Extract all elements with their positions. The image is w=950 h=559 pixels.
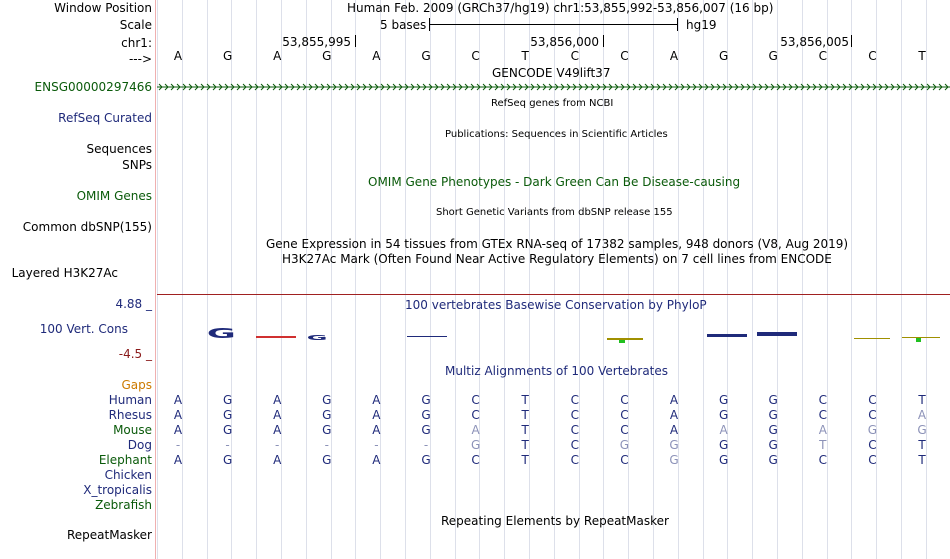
mouse-base: C — [570, 423, 579, 437]
ref-base: G — [222, 49, 233, 63]
logo-mark-8 — [607, 338, 643, 340]
ref-base: C — [620, 49, 629, 63]
phylop-max-label: 4.88 _ — [115, 297, 152, 311]
dog-base: C — [868, 438, 877, 452]
mouse-base: G — [421, 423, 431, 437]
logo-letter-g1: G — [206, 325, 236, 342]
ref-base: C — [570, 49, 579, 63]
mouse-base: A — [372, 423, 381, 437]
track-label-gaps[interactable]: Gaps — [121, 378, 152, 392]
ref-base: C — [818, 49, 827, 63]
human-base: G — [222, 393, 233, 407]
elephant-base: G — [222, 453, 233, 467]
rhesus-base: C — [570, 408, 579, 422]
human-base: C — [570, 393, 579, 407]
rhesus-base: G — [421, 408, 431, 422]
ref-base: G — [718, 49, 729, 63]
dog-base: G — [619, 438, 630, 452]
logo-letter-g2: G — [306, 333, 328, 342]
mouse-base: A — [273, 423, 282, 437]
strand-arrow-label: ---> — [128, 52, 152, 66]
species-label-rhesus[interactable]: Rhesus — [108, 408, 152, 422]
gtex-track-title: Gene Expression in 54 tissues from GTEx RNA-seq of 17382 samples, 948 donors (V8, Aug 2019) — [266, 237, 849, 251]
logo-mark-12 — [707, 334, 747, 337]
elephant-base: G — [718, 453, 729, 467]
species-label-chicken[interactable]: Chicken — [104, 468, 152, 482]
rhesus-base: G — [322, 408, 332, 422]
ruler-tick-2 — [603, 35, 604, 47]
dog-base: - — [423, 438, 429, 452]
track-separator-line — [157, 294, 950, 295]
human-base: T — [918, 393, 926, 407]
ruler-tick-3 — [851, 35, 852, 47]
dog-base: T — [918, 438, 926, 452]
human-base: A — [669, 393, 679, 407]
elephant-base: G — [322, 453, 332, 467]
elephant-base: T — [521, 453, 529, 467]
elephant-base: G — [421, 453, 431, 467]
ref-base: A — [372, 49, 381, 63]
dog-base: T — [819, 438, 827, 452]
dog-base: G — [718, 438, 729, 452]
human-base: G — [322, 393, 332, 407]
genome-browser-image[interactable] — [157, 0, 950, 559]
track-label-h3k27ac[interactable]: Layered H3K27Ac — [11, 266, 118, 280]
human-base: G — [768, 393, 778, 407]
mouse-base: G — [867, 423, 878, 437]
scale-label: Scale — [119, 18, 152, 32]
species-label-elephant[interactable]: Elephant — [98, 453, 152, 467]
ruler-number-1: 53,855,995 — [282, 35, 351, 49]
ref-base: C — [471, 49, 480, 63]
refseq-track-title: RefSeq genes from NCBI — [491, 98, 614, 109]
species-label-dog[interactable]: Dog — [127, 438, 152, 452]
track-label-omim[interactable]: OMIM Genes — [76, 189, 152, 203]
mouse-base: G — [222, 423, 233, 437]
track-labels-panel — [0, 0, 155, 559]
label-panel-divider — [155, 0, 156, 559]
rhesus-base: A — [372, 408, 381, 422]
logo-mark-16 — [902, 337, 940, 338]
track-label-cons[interactable]: 100 Vert. Cons — [39, 322, 128, 336]
omim-track-title: OMIM Gene Phenotypes - Dark Green Can Be Disease-causing — [368, 175, 741, 189]
human-base: C — [620, 393, 629, 407]
logo-mark-4 — [407, 336, 447, 337]
track-label-snps[interactable]: SNPs — [122, 158, 152, 172]
mouse-base: G — [322, 423, 332, 437]
mouse-base: C — [620, 423, 629, 437]
track-label-gencode-gene[interactable]: ENSG00000297466 — [34, 80, 152, 94]
human-base: A — [372, 393, 381, 407]
mouse-base: A — [719, 423, 728, 437]
human-base: C — [818, 393, 827, 407]
mouse-base: A — [818, 423, 827, 437]
elephant-base: C — [868, 453, 877, 467]
species-label-zebrafish[interactable]: Zebrafish — [95, 498, 152, 512]
human-base: T — [521, 393, 529, 407]
ref-base: T — [521, 49, 529, 63]
assembly-position-info: Human Feb. 2009 (GRCh37/hg19) chr1:53,855,992-53,856,007 (16 bp) — [347, 1, 774, 15]
track-label-dbsnp[interactable]: Common dbSNP(155) — [22, 220, 152, 234]
human-base: A — [273, 393, 282, 407]
conservation-logo — [157, 318, 950, 348]
scale-text: 5 bases — [380, 18, 427, 32]
dbsnp-track-title: Short Genetic Variants from dbSNP release 155 — [436, 207, 673, 218]
logo-mark-16b — [916, 338, 921, 342]
ref-base: A — [669, 49, 679, 63]
scale-bar — [429, 24, 677, 25]
ref-base: A — [273, 49, 282, 63]
logo-mark-8b — [619, 340, 625, 343]
ref-base: T — [918, 49, 926, 63]
rhesus-base: G — [222, 408, 233, 422]
mouse-base: A — [669, 423, 679, 437]
scale-bar-right-cap — [677, 18, 678, 31]
dog-base: T — [521, 438, 529, 452]
human-base: G — [421, 393, 431, 407]
elephant-base: G — [768, 453, 778, 467]
mouse-base: G — [917, 423, 927, 437]
elephant-base: G — [669, 453, 679, 467]
logo-mark-15 — [854, 338, 890, 339]
mouse-base: A — [471, 423, 480, 437]
elephant-base: T — [918, 453, 926, 467]
multiz-track-title: Multiz Alignments of 100 Vertebrates — [445, 364, 669, 378]
rhesus-base: A — [273, 408, 282, 422]
track-label-sequences[interactable]: Sequences — [86, 142, 152, 156]
ref-base: G — [322, 49, 332, 63]
window-position-label: Window Position — [54, 1, 152, 15]
dog-base: - — [324, 438, 329, 452]
ruler-number-2: 53,856,000 — [530, 35, 599, 49]
dog-base: - — [374, 438, 379, 452]
ref-base: A — [173, 49, 183, 63]
ruler-number-3: 53,856,005 — [780, 35, 849, 49]
elephant-base: C — [471, 453, 480, 467]
elephant-base: A — [173, 453, 183, 467]
ref-base: G — [768, 49, 778, 63]
ref-base: C — [868, 49, 877, 63]
scale-db: hg19 — [686, 18, 717, 32]
mouse-base: A — [173, 423, 183, 437]
dog-base: G — [768, 438, 778, 452]
rhesus-base: A — [173, 408, 183, 422]
dog-base: - — [275, 438, 280, 452]
elephant-base: C — [570, 453, 579, 467]
publications-track-title: Publications: Sequences in Scientific Articles — [445, 129, 668, 140]
gencode-track-title: GENCODE V49lift37 — [492, 66, 611, 80]
rhesus-base: G — [718, 408, 729, 422]
rhesus-base: C — [620, 408, 629, 422]
chr-label: chr1: — [121, 36, 152, 50]
dog-base: - — [175, 438, 181, 452]
human-base: C — [471, 393, 480, 407]
gencode-gene-feature[interactable] — [157, 81, 950, 93]
species-label-mouse[interactable]: Mouse — [113, 423, 152, 437]
phylop-track-title: 100 vertebrates Basewise Conservation by PhyloP — [405, 298, 707, 312]
dog-base: - — [225, 438, 230, 452]
elephant-base: C — [620, 453, 629, 467]
ref-base: G — [421, 49, 431, 63]
rhesus-base: C — [818, 408, 827, 422]
scale-bar-left-cap — [429, 18, 430, 31]
ruler-tick-1 — [355, 35, 356, 47]
human-base: G — [718, 393, 729, 407]
logo-mark-13 — [757, 332, 797, 336]
human-base: A — [173, 393, 183, 407]
track-label-refseq[interactable]: RefSeq Curated — [58, 111, 152, 125]
repeatmasker-track-title: Repeating Elements by RepeatMasker — [441, 514, 669, 528]
rhesus-base: A — [917, 408, 927, 422]
rhesus-base: C — [868, 408, 877, 422]
phylop-min-label: -4.5 _ — [118, 347, 152, 361]
species-label-human[interactable]: Human — [108, 393, 152, 407]
dog-base: C — [570, 438, 579, 452]
track-label-repeatmasker[interactable]: RepeatMasker — [66, 528, 152, 542]
human-base: C — [868, 393, 877, 407]
dog-base: G — [669, 438, 679, 452]
dog-base: G — [470, 438, 481, 452]
logo-mark-2 — [256, 336, 296, 338]
rhesus-base: G — [768, 408, 778, 422]
rhesus-base: A — [669, 408, 679, 422]
species-label-xtropicalis[interactable]: X_tropicalis — [83, 483, 152, 497]
h3k27ac-track-title: H3K27Ac Mark (Often Found Near Active Regulatory Elements) on 7 cell lines from ENCODE — [282, 252, 832, 266]
rhesus-base: T — [521, 408, 529, 422]
rhesus-base: C — [471, 408, 480, 422]
mouse-base: T — [521, 423, 529, 437]
elephant-base: A — [372, 453, 381, 467]
elephant-base: C — [818, 453, 827, 467]
mouse-base: G — [768, 423, 778, 437]
elephant-base: A — [273, 453, 282, 467]
